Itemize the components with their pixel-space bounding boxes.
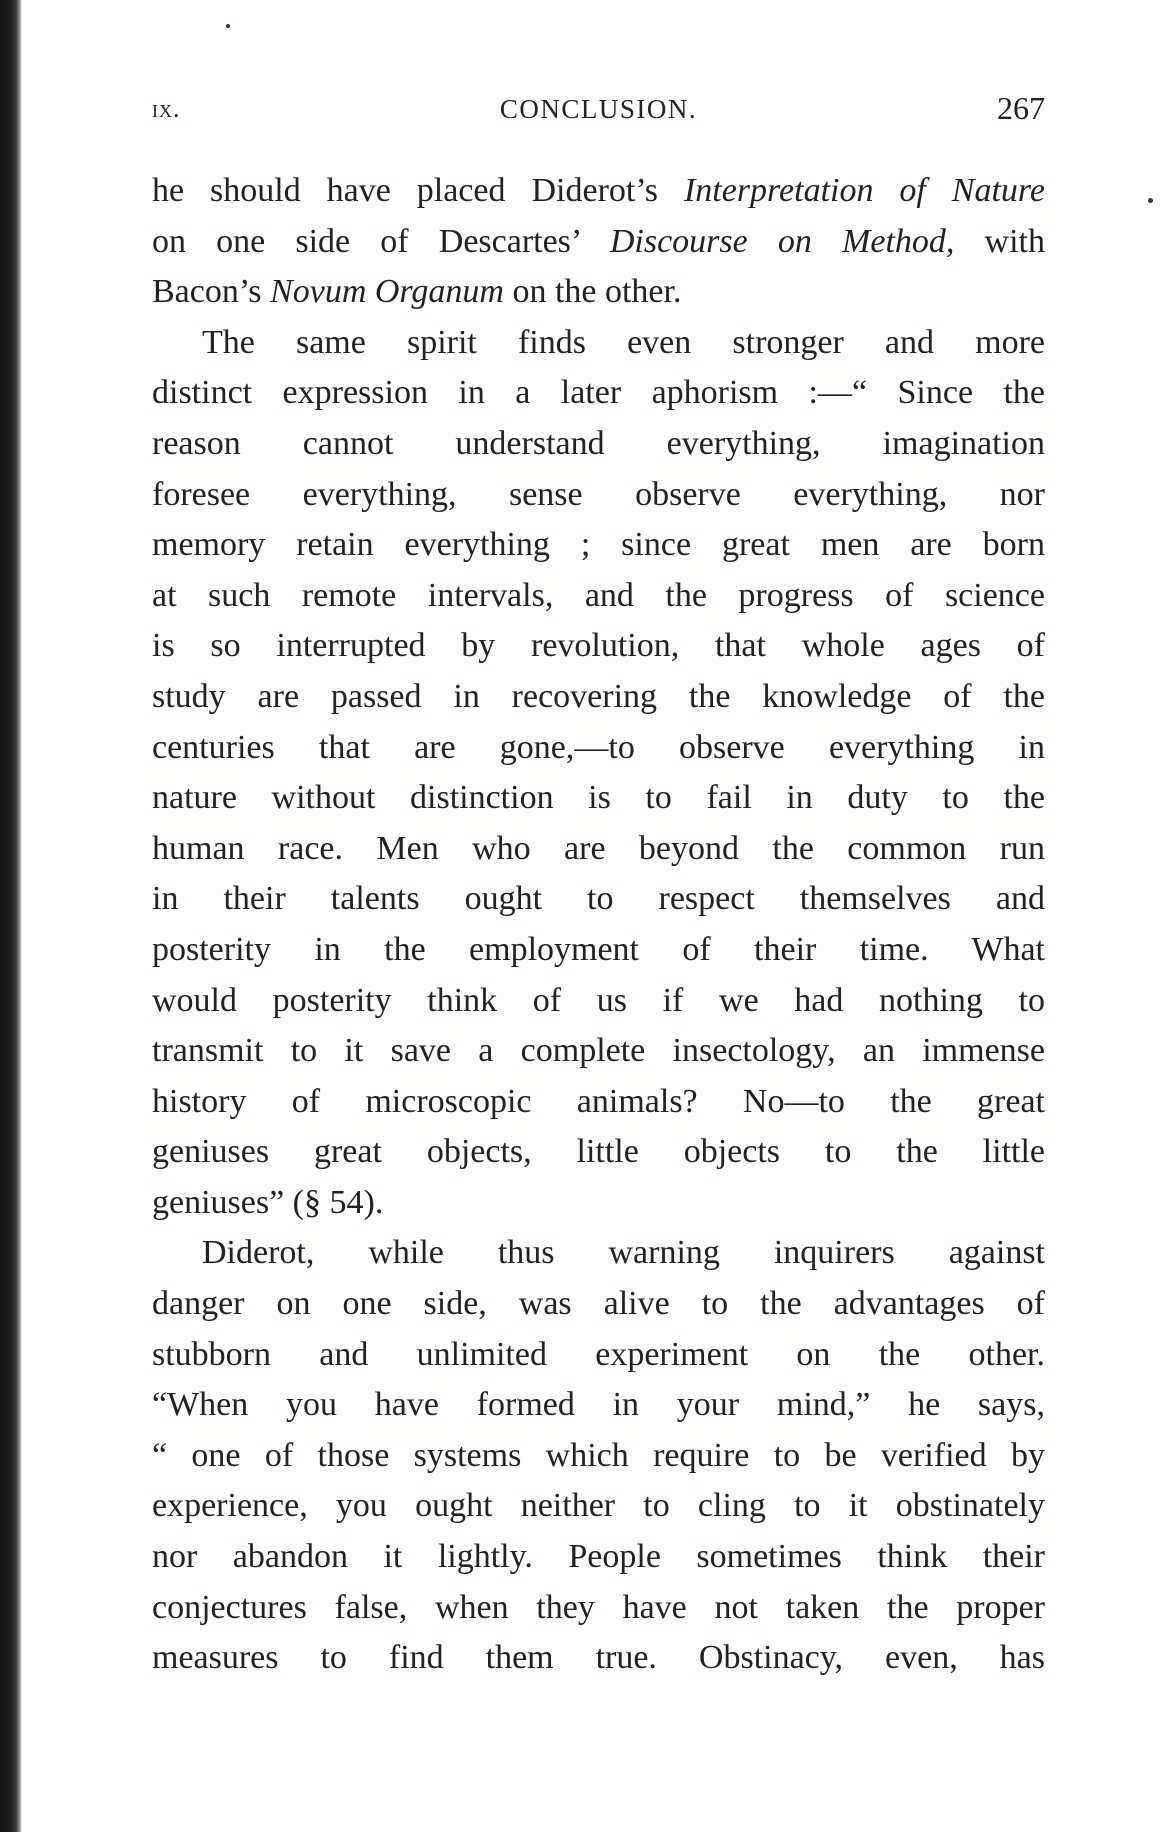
italic-title: Novum Organum bbox=[270, 273, 504, 311]
text-run: reason cannot understand everything, imagination bbox=[152, 424, 1045, 462]
text-line bbox=[152, 1481, 1045, 1532]
text-run: experience, you ought neither to cling to it obstinately bbox=[152, 1487, 1045, 1525]
text-run: posterity in the employment of their time. What bbox=[152, 930, 1045, 968]
text-line bbox=[152, 1228, 1045, 1279]
text-run: distinct expression in a later aphorism :—“ Since the bbox=[152, 374, 1045, 412]
text-line bbox=[152, 925, 1045, 976]
text-run: danger on one side, was alive to the advantages of bbox=[152, 1285, 1045, 1323]
text-run: transmit to it save a complete insectology, an immense bbox=[152, 1032, 1045, 1070]
text-line bbox=[152, 1077, 1045, 1128]
text-line bbox=[152, 976, 1045, 1027]
text-run: “When you have formed in your mind,” he says, bbox=[152, 1386, 1045, 1424]
text-line bbox=[152, 1026, 1045, 1077]
text-run: on one side of Descartes’ bbox=[152, 222, 610, 260]
text-run: “ one of those systems which require to be verified by bbox=[152, 1436, 1045, 1474]
text-run: Bacon’s bbox=[152, 273, 271, 311]
body-text bbox=[152, 166, 1045, 1684]
text-line bbox=[152, 824, 1045, 875]
text-line bbox=[152, 1532, 1045, 1583]
text-line bbox=[152, 470, 1045, 521]
text-run: The same spirit finds even stronger and more bbox=[202, 323, 1045, 361]
text-line bbox=[152, 318, 1045, 369]
text-line bbox=[152, 1583, 1045, 1634]
text-line bbox=[152, 166, 1045, 217]
text-run: history of microscopic animals? No—to the great bbox=[152, 1082, 1045, 1120]
text-line bbox=[152, 1330, 1045, 1381]
text-line bbox=[152, 419, 1045, 470]
text-run: on the other. bbox=[503, 273, 682, 311]
scan-speck bbox=[1148, 198, 1153, 203]
text-line bbox=[152, 621, 1045, 672]
text-line bbox=[152, 1178, 1045, 1229]
text-line bbox=[152, 1279, 1045, 1330]
text-line bbox=[152, 1380, 1045, 1431]
binding-edge bbox=[0, 0, 22, 1832]
text-run: memory retain everything ; since great men are born bbox=[152, 526, 1045, 564]
text-run: stubborn and unlimited experiment on the other. bbox=[152, 1335, 1045, 1373]
chapter-title: CONCLUSION. bbox=[499, 94, 698, 124]
text-run: study are passed in recovering the knowledge of the bbox=[152, 677, 1045, 715]
text-run: with bbox=[954, 222, 1045, 260]
page-number: 267 bbox=[997, 90, 1045, 126]
text-line bbox=[152, 723, 1045, 774]
text-run: is so interrupted by revolution, that whole ages of bbox=[152, 627, 1045, 665]
scan-speck bbox=[226, 24, 230, 28]
text-run: conjectures false, when they have not taken the proper bbox=[152, 1588, 1045, 1626]
text-run: foresee everything, sense observe everything, nor bbox=[152, 475, 1045, 513]
text-run: measures to find them true. Obstinacy, even, has bbox=[152, 1639, 1045, 1677]
text-run: centuries that are gone,—to observe everything in bbox=[152, 728, 1045, 766]
text-run: in their talents ought to respect themselves and bbox=[152, 880, 1045, 918]
text-run: Diderot, while thus warning inquirers against bbox=[202, 1234, 1045, 1272]
text-line bbox=[152, 672, 1045, 723]
text-line bbox=[152, 520, 1045, 571]
text-line bbox=[152, 1127, 1045, 1178]
text-line bbox=[152, 571, 1045, 622]
text-run: geniuses” (§ 54). bbox=[152, 1183, 384, 1221]
text-line bbox=[152, 773, 1045, 824]
text-line bbox=[152, 1431, 1045, 1482]
italic-title: Interpretation of Nature bbox=[683, 172, 1045, 209]
text-run: nature without distinction is to fail in duty to the bbox=[152, 779, 1045, 817]
text-run: nor abandon it lightly. People sometimes think their bbox=[152, 1538, 1045, 1576]
text-run: he should have placed Diderot’s bbox=[152, 172, 684, 209]
chapter-number: ix. bbox=[152, 94, 181, 123]
text-line bbox=[152, 267, 1045, 318]
text-line bbox=[152, 874, 1045, 925]
text-line bbox=[152, 1633, 1045, 1684]
text-run: geniuses great objects, little objects to the little bbox=[152, 1133, 1045, 1171]
text-line bbox=[152, 368, 1045, 419]
text-run: at such remote intervals, and the progress of science bbox=[152, 576, 1045, 614]
text-run: would posterity think of us if we had nothing to bbox=[152, 981, 1045, 1019]
text-run: human race. Men who are beyond the common run bbox=[152, 829, 1045, 867]
text-line bbox=[152, 217, 1045, 268]
italic-title: Discourse on Method, bbox=[609, 222, 955, 260]
running-head bbox=[152, 90, 1045, 134]
